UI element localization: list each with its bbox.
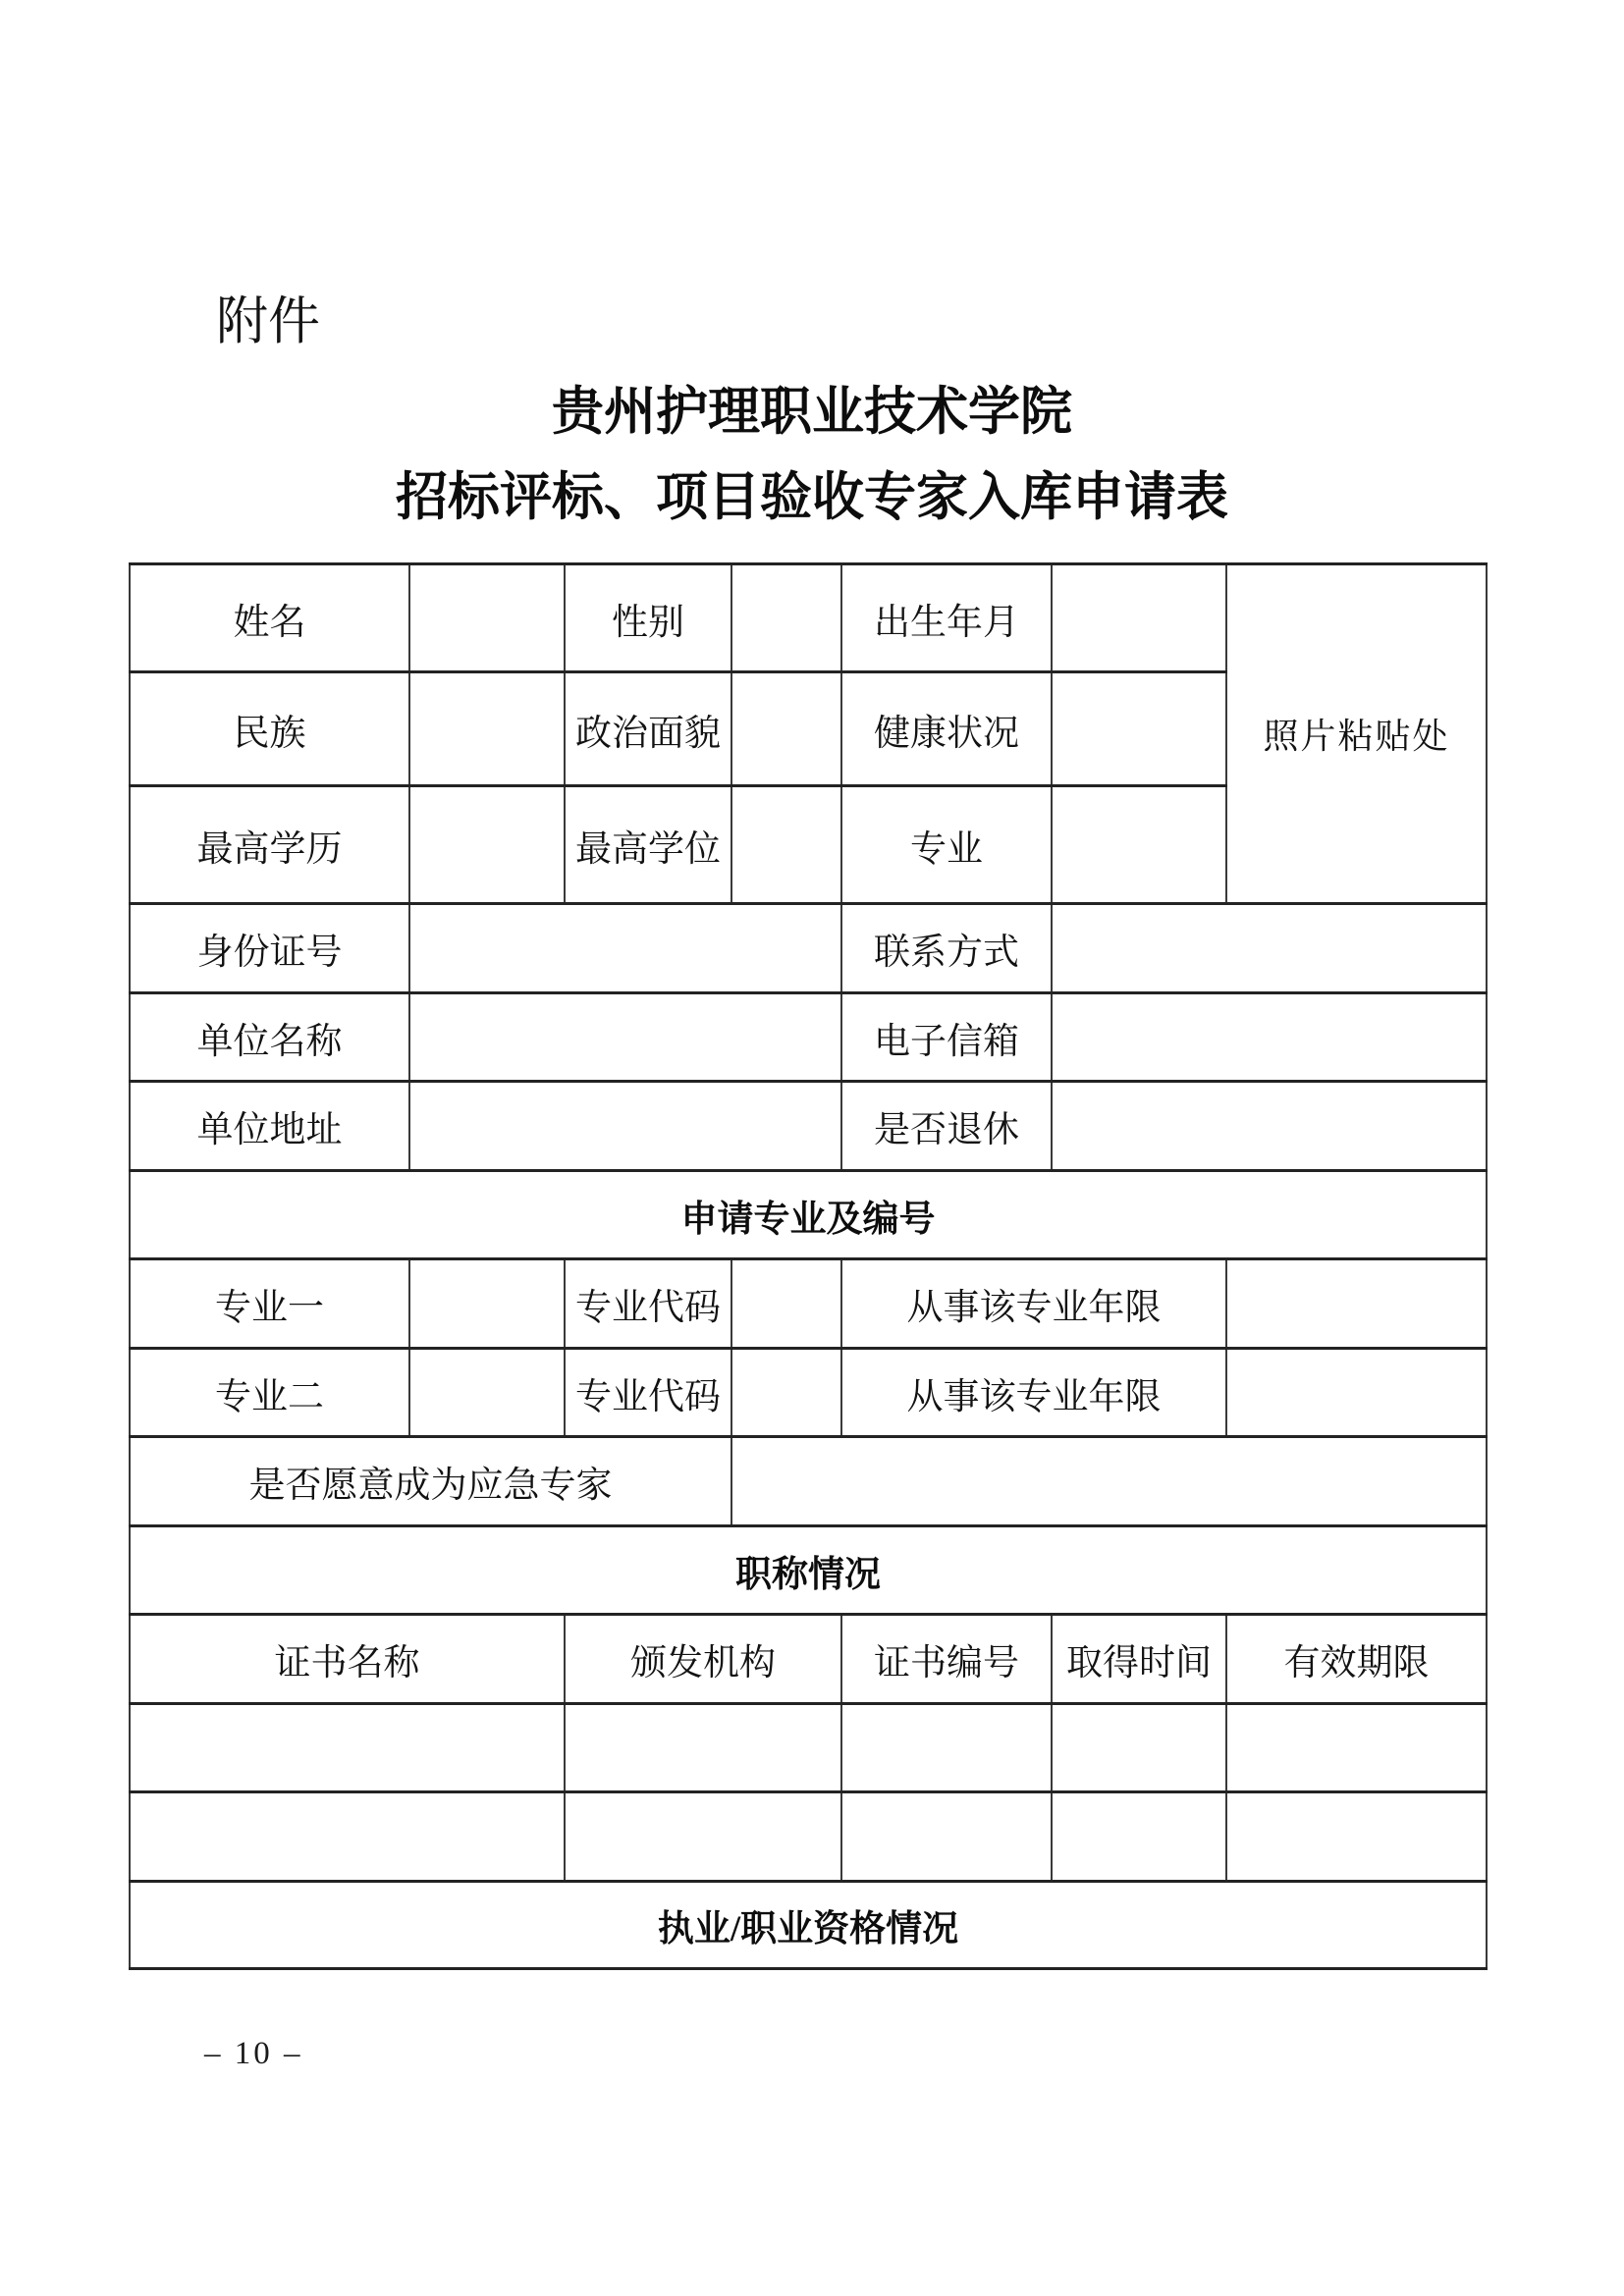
attachment-label: 附件 bbox=[216, 293, 320, 350]
majors-section-header: 申请专业及编号 bbox=[130, 1171, 1487, 1259]
id-number-value-cell[interactable] bbox=[409, 904, 841, 993]
major-label: 专业 bbox=[841, 786, 1052, 904]
row-majors-section-header bbox=[130, 1171, 1487, 1259]
retired-label: 是否退休 bbox=[841, 1082, 1052, 1171]
major1-label: 专业一 bbox=[130, 1259, 409, 1349]
page-number: – 10 – bbox=[204, 2036, 303, 2071]
email-value-cell[interactable] bbox=[1052, 993, 1487, 1082]
cert-issuer-header: 颁发机构 bbox=[565, 1615, 841, 1704]
name-label: 姓名 bbox=[130, 564, 409, 672]
row-titles-section-header bbox=[130, 1526, 1487, 1615]
gender-value-cell[interactable] bbox=[731, 564, 841, 672]
row-id-contact bbox=[130, 904, 1487, 993]
cert-obtain-time-header: 取得时间 bbox=[1052, 1615, 1226, 1704]
political-status-label: 政治面貌 bbox=[565, 672, 731, 786]
row-cert-headers bbox=[130, 1615, 1487, 1704]
ethnicity-label: 民族 bbox=[130, 672, 409, 786]
employer-label: 单位名称 bbox=[130, 993, 409, 1082]
id-number-label: 身份证号 bbox=[130, 904, 409, 993]
contact-label: 联系方式 bbox=[841, 904, 1052, 993]
health-value-cell[interactable] bbox=[1052, 672, 1226, 786]
cert-row1-number-cell[interactable] bbox=[841, 1704, 1052, 1792]
cert-row2-validity-cell[interactable] bbox=[1226, 1792, 1487, 1882]
page-subtitle: 招标评标、项目验收专家入库申请表 bbox=[396, 469, 1228, 526]
row-major2 bbox=[130, 1349, 1487, 1437]
cert-row1-validity-cell[interactable] bbox=[1226, 1704, 1487, 1792]
birth-value-cell[interactable] bbox=[1052, 564, 1226, 672]
cert-validity-header: 有效期限 bbox=[1226, 1615, 1487, 1704]
major2-value-cell[interactable] bbox=[409, 1349, 565, 1437]
major2-years-label: 从事该专业年限 bbox=[841, 1349, 1226, 1437]
cert-row2-obtain-time-cell[interactable] bbox=[1052, 1792, 1226, 1882]
major2-code-value-cell[interactable] bbox=[731, 1349, 841, 1437]
major1-value-cell[interactable] bbox=[409, 1259, 565, 1349]
cert-row-2 bbox=[130, 1792, 1487, 1882]
address-value-cell[interactable] bbox=[409, 1082, 841, 1171]
major-value-cell[interactable] bbox=[1052, 786, 1226, 904]
degree-value-cell[interactable] bbox=[731, 786, 841, 904]
qualification-section-header: 执业/职业资格情况 bbox=[130, 1882, 1487, 1969]
row-name-gender-birth bbox=[130, 564, 1487, 672]
health-label: 健康状况 bbox=[841, 672, 1052, 786]
education-value-cell[interactable] bbox=[409, 786, 565, 904]
row-address-retired bbox=[130, 1082, 1487, 1171]
email-label: 电子信箱 bbox=[841, 993, 1052, 1082]
cert-name-header: 证书名称 bbox=[130, 1615, 565, 1704]
cert-row1-name-cell[interactable] bbox=[130, 1704, 565, 1792]
political-status-value-cell[interactable] bbox=[731, 672, 841, 786]
cert-number-header: 证书编号 bbox=[841, 1615, 1052, 1704]
row-employer-email bbox=[130, 993, 1487, 1082]
major1-code-value-cell[interactable] bbox=[731, 1259, 841, 1349]
application-form-table bbox=[129, 562, 1488, 1970]
major2-code-label: 专业代码 bbox=[565, 1349, 731, 1437]
gender-label: 性别 bbox=[565, 564, 731, 672]
major1-years-value-cell[interactable] bbox=[1226, 1259, 1487, 1349]
cert-row2-name-cell[interactable] bbox=[130, 1792, 565, 1882]
contact-value-cell[interactable] bbox=[1052, 904, 1487, 993]
row-major1 bbox=[130, 1259, 1487, 1349]
row-qualification-section-header bbox=[130, 1882, 1487, 1969]
ethnicity-value-cell[interactable] bbox=[409, 672, 565, 786]
cert-row-1 bbox=[130, 1704, 1487, 1792]
major1-code-label: 专业代码 bbox=[565, 1259, 731, 1349]
education-label: 最高学历 bbox=[130, 786, 409, 904]
cert-row2-number-cell[interactable] bbox=[841, 1792, 1052, 1882]
cert-row1-issuer-cell[interactable] bbox=[565, 1704, 841, 1792]
cert-row1-obtain-time-cell[interactable] bbox=[1052, 1704, 1226, 1792]
employer-value-cell[interactable] bbox=[409, 993, 841, 1082]
emergency-expert-value-cell[interactable] bbox=[731, 1437, 1487, 1526]
retired-value-cell[interactable] bbox=[1052, 1082, 1487, 1171]
name-value-cell[interactable] bbox=[409, 564, 565, 672]
titles-section-header: 职称情况 bbox=[130, 1526, 1487, 1615]
page-title: 贵州护理职业技术学院 bbox=[552, 384, 1072, 441]
photo-paste-area[interactable]: 照片粘贴处 bbox=[1226, 564, 1487, 904]
major1-years-label: 从事该专业年限 bbox=[841, 1259, 1226, 1349]
cert-row2-issuer-cell[interactable] bbox=[565, 1792, 841, 1882]
birth-label: 出生年月 bbox=[841, 564, 1052, 672]
degree-label: 最高学位 bbox=[565, 786, 731, 904]
major2-label: 专业二 bbox=[130, 1349, 409, 1437]
address-label: 单位地址 bbox=[130, 1082, 409, 1171]
row-emergency-expert bbox=[130, 1437, 1487, 1526]
emergency-expert-label: 是否愿意成为应急专家 bbox=[130, 1437, 731, 1526]
major2-years-value-cell[interactable] bbox=[1226, 1349, 1487, 1437]
